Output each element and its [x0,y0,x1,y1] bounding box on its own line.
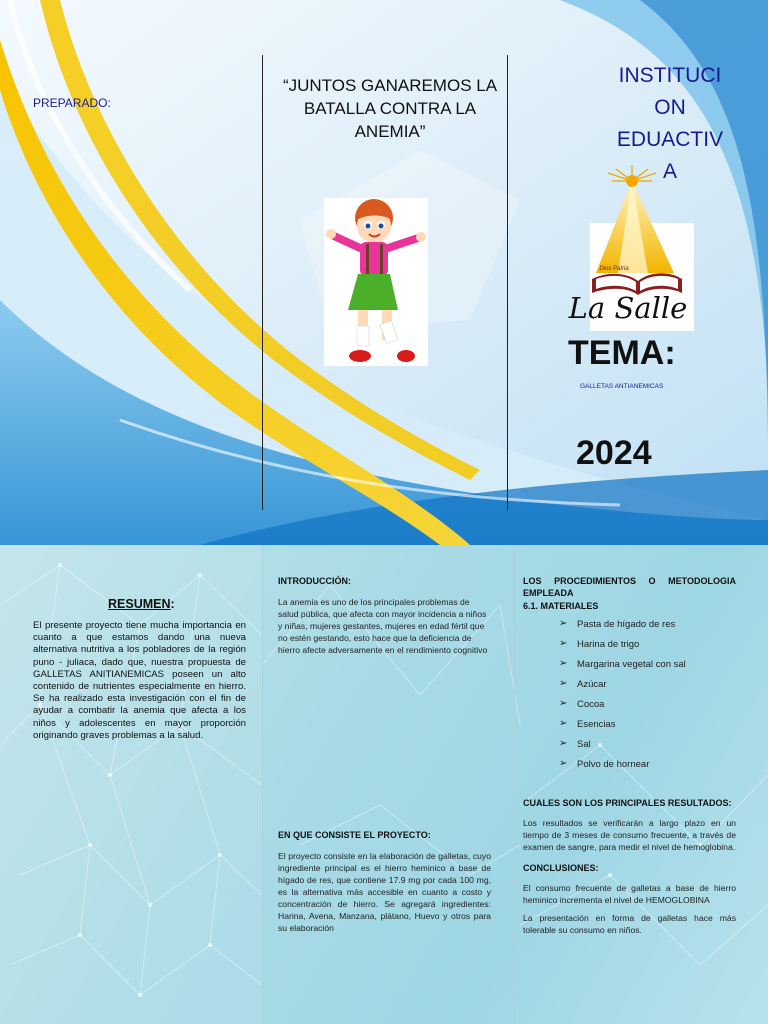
resumen-title: RESUMEN [108,597,171,611]
resumen-heading [108,597,175,611]
list-item: ➢ Pasta de hígado de res [559,619,739,630]
proyecto-body: El proyecto consiste en la elaboración de galletas, cuyo ingrediente principal es el hierro heminico a base de hígado de res, que contiene 17.9 mg por cada 100 mg, es la alternativa más accesible en cuanto a costo y concentración de hierro. Se agregará ingredientes: Harina, Avena, Manzana, plátano, Huevo y otros para su elaboración [278,851,491,933]
resultados-body: Los resultados se verificarán a largo plazo en un tiempo de 3 meses de consumo frecuente, a través de examen de sangre, para medir el nivel de hemoglobina. [523,818,736,852]
resumen-title-suffix: : [170,597,175,611]
la-salle-logo [568,163,698,333]
introduccion-body: La anemia es uno de los principales problemas de salud pública, que afecta con mayor incidencia a niños y niñas, mujeres gestantes, mujeres en edad fértil que no estén gestando, esto hace que la deficiencia de hierro afecte adversamente en el rendimiento cognitivo [278,597,488,655]
fold-divider-left [262,55,263,510]
year: 2024 [576,434,652,472]
list-item: ➢ Sal [559,739,739,750]
conclusiones-p2: La presentación en forma de galletas hace más tolerable su consumo en niños. [523,913,736,935]
list-item: ➢ Cocoa [559,699,739,710]
list-item: ➢ Margarina vegetal con sal [559,659,739,670]
list-item: ➢ Harina de trigo [559,639,739,650]
slogan: “JUNTOS GANAREMOS LA BATALLA CONTRA LA ANEMIA” [282,76,498,141]
institution-line: INSTITUCI [618,64,722,87]
institution-line: ON [654,96,686,119]
tema-value: GALLETAS ANTIANEMICAS [580,383,664,390]
metodologia-title: LOS PROCEDIMIENTOS O METODOLOGIA EMPLEADA [523,576,736,598]
resultados-title: CUALES SON LOS PRINCIPALES RESULTADOS: [523,798,732,808]
back-page [0,545,768,1024]
logo-name: La Salle [568,291,688,325]
materiales-list [559,619,739,779]
tema-label: TEMA: [568,334,676,372]
girl-illustration [324,198,428,366]
fold-divider-left [262,545,263,1024]
resumen-body: El presente proyecto tiene mucha importancia en cuanto a que estamos dando una nueva alternativa nutritiva a los pobladores de la región puno - juliaca, dado que, nuestra propuesta de GALLETAS ANITIANEMICAS poseen un alto contenido de nutrientes especialmente en hierro. Se ha realizado esta investigación con el fin de ayudar a combatir la anemia que afecta a los niños y adolescentes en mayor proporción originando graves problemas a la salud. [33,620,246,741]
materiales-subtitle: 6.1. MATERIALES [523,601,599,611]
list-item: ➢ Esencias [559,719,739,730]
institution-line: EDUACTIV [616,128,724,151]
list-item: ➢ Azúcar [559,679,739,690]
list-item: ➢ Polvo de hornear [559,759,739,770]
fold-divider-right [514,545,515,1024]
conclusiones-p1: El consumo frecuente de galletas a base de hierro heminico incrementa el nivel de HEMOGLOBINA [523,883,736,905]
institution-line: A [662,160,677,183]
introduccion-title: INTRODUCCIÓN: [278,576,351,586]
logo-banner-text: Dios Patria [599,266,629,272]
proyecto-title: EN QUE CONSISTE EL PROYECTO: [278,830,431,840]
conclusiones-title: CONCLUSIONES: [523,863,599,873]
preparado-label: PREPARADO: [33,96,111,110]
